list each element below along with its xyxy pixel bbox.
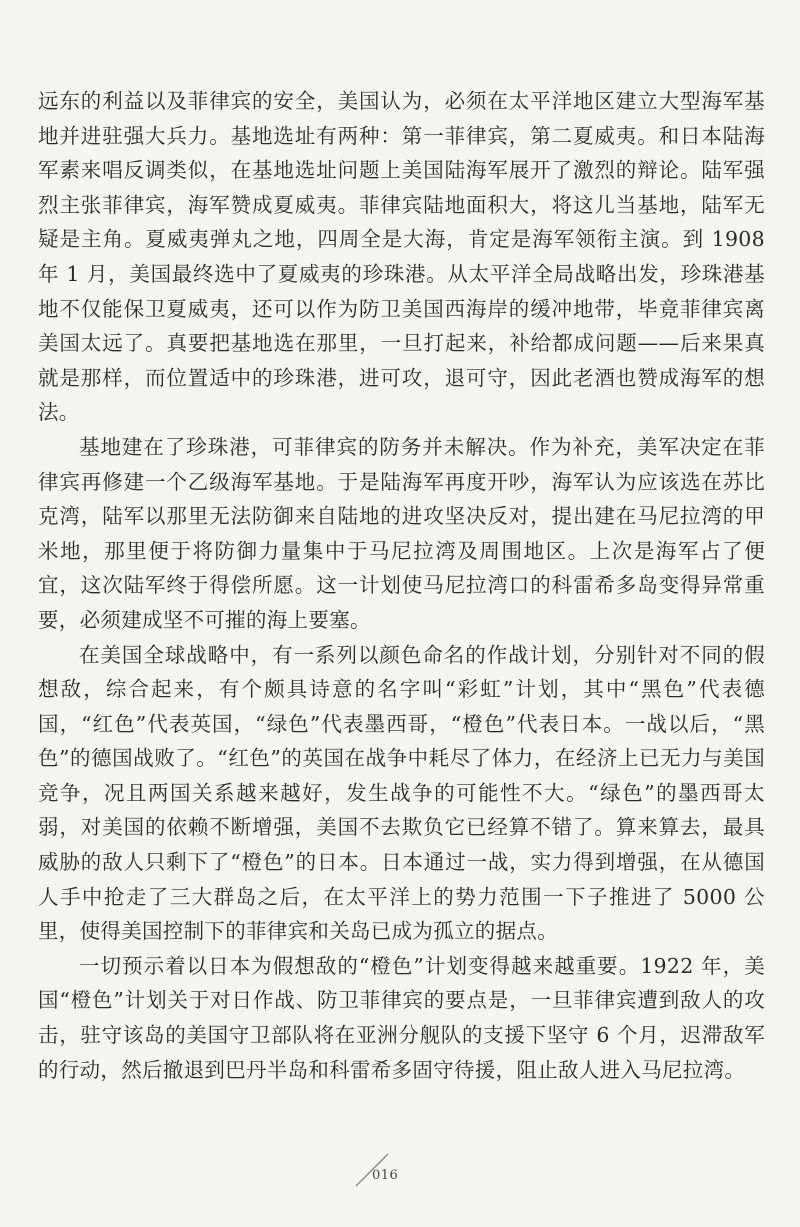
paragraph: 一切预示着以日本为假想敌的“橙色”计划变得越来越重要。1922 年，美国“橙色”计划关于对日作战、防卫菲律宾的要点是，一旦菲律宾遭到敌人的攻击，驻守该岛的美国守卫部队将在亚洲分舰队的支援下坚守 6 个月，迟滞敌军的行动，然后撤退到巴丹半岛和科雷希多固守待援，阻止敌人进入马尼拉湾。 <box>38 953 765 1082</box>
page-number-text: 016 <box>372 1168 399 1183</box>
paragraph: 基地建在了珍珠港，可菲律宾的防务并未解决。作为补充，美军决定在菲律宾再修建一个乙级海军基地。于是陆海军再度开吵，海军认为应该选在苏比克湾，陆军以那里无法防御来自陆地的进攻坚决反对，提出建在马尼拉湾的甲米地，那里便于将防御力量集中于马尼拉湾及周围地区。上次是海军占了便宜，这次陆军终于得偿所愿。这一计划使马尼拉湾口的科雷希多岛变得异常重要，必须建成坚不可摧的海上要塞。 <box>38 434 765 632</box>
body-text <box>38 84 765 1087</box>
paragraph: 在美国全球战略中，有一系列以颜色命名的作战计划，分别针对不同的假想敌，综合起来，有个颇具诗意的名字叫“彩虹”计划，其中“黑色”代表德国，“红色”代表英国，“绿色”代表墨西哥，“橙色”代表日本。一战以后，“黑色”的德国战败了。“红色”的英国在战争中耗尽了体力，在经济上已无力与美国竞争，况且两国关系越来越好，发生战争的可能性不大。“绿色”的墨西哥太弱，对美国的依赖不断增强，美国不去欺负它已经算不错了。算来算去，最具威胁的敌人只剩下了“橙色”的日本。日本通过一战，实力得到增强，在从德国人手中抢走了三大群岛之后，在太平洋上的势力范围一下子推进了 5000 公里，使得美国控制下的菲律宾和关岛已成为孤立的据点。 <box>38 642 765 944</box>
page-number <box>352 1150 452 1190</box>
paragraph-continued: 远东的利益以及菲律宾的安全，美国认为，必须在太平洋地区建立大型海军基地并进驻强大兵力。基地选址有两种：第一菲律宾，第二夏威夷。和日本陆海军素来唱反调类似，在基地选址问题上美国陆海军展开了激烈的辩论。陆军强烈主张菲律宾，海军赞成夏威夷。菲律宾陆地面积大，将这儿当基地，陆军无疑是主角。夏威夷弹丸之地，四周全是大海，肯定是海军领衔主演。到 1908 年 1 月，美国最终选中了夏威夷的珍珠港。从太平洋全局战略出发，珍珠港基地不仅能保卫夏威夷，还可以作为防卫美国西海岸的缓冲地带，毕竟菲律宾离美国太远了。真要把基地选在那里，一旦打起来，补给都成问题——后来果真就是那样，而位置适中的珍珠港，进可攻，退可守，因此老酒也赞成海军的想法。 <box>38 89 765 425</box>
